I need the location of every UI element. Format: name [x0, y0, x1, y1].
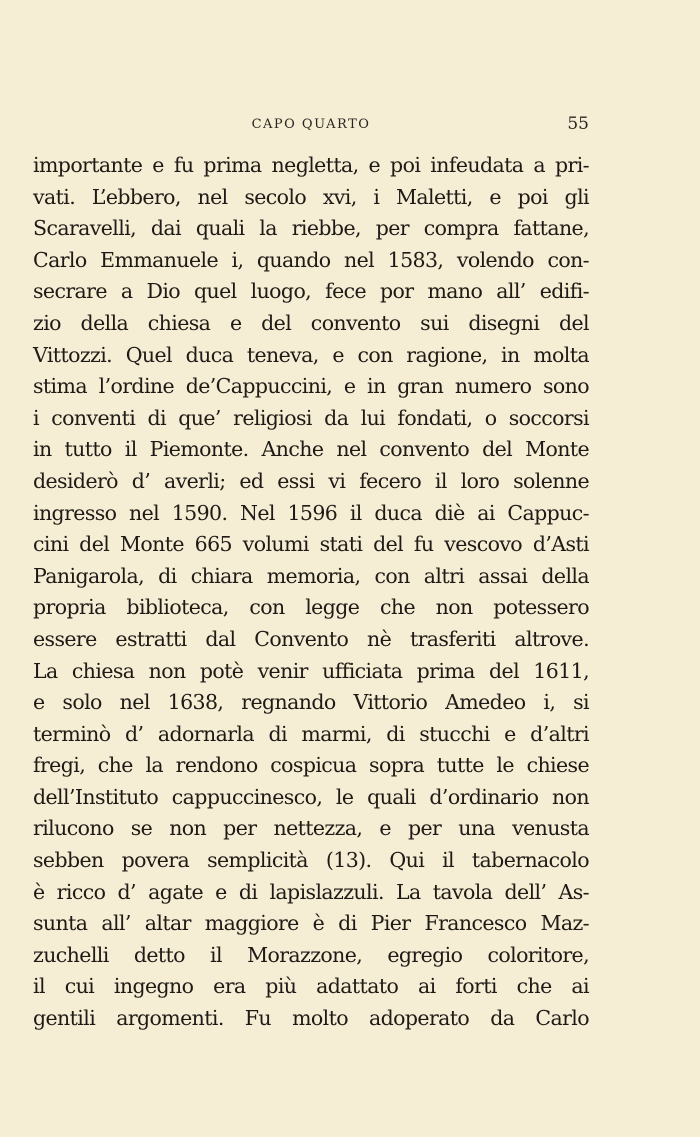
running-head — [33, 114, 589, 136]
text-line: desiderò d’ averli; ed essi vi fecero il loro solenne — [33, 468, 589, 493]
text-line: Carlo Emmanuele i, quando nel 1583, volendo con- — [33, 247, 589, 272]
text-line: i conventi di que’ religiosi da lui fondati, o soccorsi — [33, 405, 589, 430]
chapter-title: CAPO QUARTO — [251, 117, 371, 132]
text-line: gentili argomenti. Fu molto adoperato da Carlo — [33, 1006, 589, 1031]
text-line: propria biblioteca, con legge che non potessero — [33, 595, 589, 620]
text-line: sebben povera semplicità (13). Qui il tabernacolo — [33, 848, 589, 873]
text-line: importante e fu prima negletta, e poi infeudata a pri- — [33, 153, 589, 177]
text-line: il cui ingegno era più adattato ai forti che ai — [33, 974, 589, 999]
text-line: in tutto il Piemonte. Anche nel convento del Monte — [33, 437, 589, 462]
text-line: dell’Instituto cappuccinesco, le quali d’ordinario non — [33, 784, 589, 809]
text-line: Scaravelli, dai quali la riebbe, per compra fattane, — [33, 216, 589, 241]
text-line: rilucono se non per nettezza, e per una venusta — [33, 816, 589, 841]
text-line: essere estratti dal Convento nè trasferiti altrove. — [33, 626, 589, 651]
text-line: terminò d’ adornarla di marmi, di stucchi e d’altri — [33, 721, 589, 746]
text-line: vati. L’ebbero, nel secolo xvi, i Maletti, e poi gli — [33, 184, 589, 209]
text-line: La chiesa non potè venir ufficiata prima del 1611, — [33, 658, 589, 683]
page-number: 55 — [567, 114, 589, 134]
text-line: ingresso nel 1590. Nel 1596 il duca diè ai Cappuc- — [33, 500, 589, 525]
text-line: stima l’ordine de’Cappuccini, e in gran numero sono — [33, 374, 589, 399]
body-text — [33, 150, 589, 1035]
text-line: Panigarola, di chiara memoria, con altri assai della — [33, 563, 589, 588]
text-line: cini del Monte 665 volumi stati del fu vescovo d’Asti — [33, 532, 589, 557]
text-line: zuchelli detto il Morazzone, egregio coloritore, — [33, 942, 589, 967]
text-line: zio della chiesa e del convento sui disegni del — [33, 310, 589, 335]
text-line: è ricco d’ agate e di lapislazzuli. La tavola dell’ As- — [33, 879, 589, 904]
text-line: secrare a Dio quel luogo, fece por mano all’ edifi- — [33, 279, 589, 304]
text-line: sunta all’ altar maggiore è di Pier Francesco Maz- — [33, 911, 589, 936]
text-line: fregi, che la rendono cospicua sopra tutte le chiese — [33, 753, 589, 778]
text-line: e solo nel 1638, regnando Vittorio Amedeo i, si — [33, 690, 589, 715]
text-line: Vittozzi. Quel duca teneva, e con ragione, in molta — [33, 342, 589, 367]
